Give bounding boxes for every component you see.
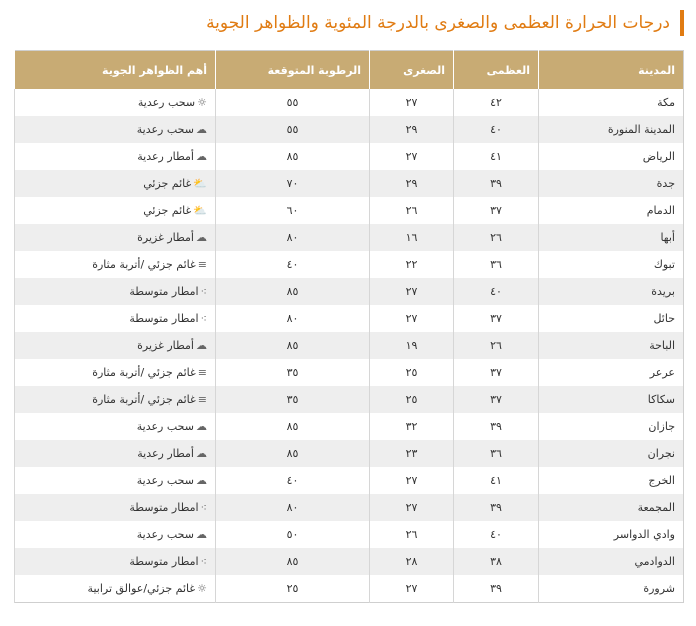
header-humidity: الرطوبة المتوقعة <box>216 51 370 90</box>
phenomena-cell <box>15 89 216 116</box>
city-cell: نجران <box>539 440 684 467</box>
table-row <box>15 575 684 603</box>
max-cell: ٤٠ <box>454 116 539 143</box>
max-cell: ٢٦ <box>454 332 539 359</box>
humidity-cell: ٨٥ <box>216 278 370 305</box>
phenomena-cell <box>15 467 216 494</box>
max-cell: ٣٩ <box>454 170 539 197</box>
min-cell: ١٦ <box>370 224 454 251</box>
max-cell: ٣٧ <box>454 359 539 386</box>
phenomena-label: سحب رعدية <box>137 96 196 109</box>
min-cell: ٢٦ <box>370 521 454 548</box>
phenomena-cell <box>15 413 216 440</box>
humidity-cell: ٨٥ <box>216 548 370 575</box>
city-cell: الرياض <box>539 143 684 170</box>
table-row <box>15 386 684 413</box>
city-cell: الباحة <box>539 332 684 359</box>
phenomena-cell <box>15 143 216 170</box>
phenomena-cell <box>15 359 216 386</box>
phenomena-label: امطار متوسطة <box>129 312 199 325</box>
city-cell: جازان <box>539 413 684 440</box>
min-cell: ٢٨ <box>370 548 454 575</box>
table-row <box>15 224 684 251</box>
min-cell: ٢٩ <box>370 170 454 197</box>
humidity-cell: ٣٥ <box>216 359 370 386</box>
haze-icon: ☼ <box>197 582 207 595</box>
city-cell: تبوك <box>539 251 684 278</box>
phenomena-cell <box>15 224 216 251</box>
min-cell: ٢٥ <box>370 386 454 413</box>
humidity-cell: ٥٥ <box>216 89 370 116</box>
city-cell: المجمعة <box>539 494 684 521</box>
min-cell: ٢٧ <box>370 143 454 170</box>
page-title: درجات الحرارة العظمى والصغرى بالدرجة المئوية والظواهر الجوية <box>206 10 684 36</box>
table-row <box>15 548 684 575</box>
max-cell: ٢٦ <box>454 224 539 251</box>
drizzle-icon: ⁖ <box>200 312 207 325</box>
table-row <box>15 170 684 197</box>
dust-icon: ≡ <box>197 366 207 379</box>
phenomena-cell <box>15 332 216 359</box>
rain-cloud-icon: ☁ <box>196 339 207 352</box>
humidity-cell: ٨٥ <box>216 143 370 170</box>
min-cell: ٢٧ <box>370 575 454 603</box>
max-cell: ٣٩ <box>454 494 539 521</box>
header-max: العظمى <box>454 51 539 90</box>
partly-cloudy-icon: ⛅ <box>193 177 207 190</box>
humidity-cell: ٣٥ <box>216 386 370 413</box>
min-cell: ٣٢ <box>370 413 454 440</box>
humidity-cell: ٦٠ <box>216 197 370 224</box>
max-cell: ٤٠ <box>454 278 539 305</box>
weather-table <box>14 50 684 603</box>
drizzle-icon: ⁖ <box>200 555 207 568</box>
table-row <box>15 467 684 494</box>
city-cell: حائل <box>539 305 684 332</box>
table-row <box>15 521 684 548</box>
table-row <box>15 278 684 305</box>
table-row <box>15 305 684 332</box>
drizzle-icon: ⁖ <box>200 501 207 514</box>
city-cell: المدينة المنورة <box>539 116 684 143</box>
min-cell: ٢٧ <box>370 89 454 116</box>
phenomena-label: غائم جزئي /أتربة مثارة <box>92 393 196 406</box>
phenomena-cell <box>15 521 216 548</box>
thunder-rain-icon: ☁ <box>196 150 207 163</box>
dust-icon: ≡ <box>197 393 207 406</box>
city-cell: الدوادمي <box>539 548 684 575</box>
thunder-cloud-icon: ☁ <box>196 123 207 136</box>
min-cell: ٢٥ <box>370 359 454 386</box>
max-cell: ٣٩ <box>454 575 539 603</box>
humidity-cell: ٥٥ <box>216 116 370 143</box>
max-cell: ٣٧ <box>454 386 539 413</box>
table-row <box>15 359 684 386</box>
header-min: الصغرى <box>370 51 454 90</box>
phenomena-label: أمطار رعدية <box>137 150 194 163</box>
min-cell: ٢٩ <box>370 116 454 143</box>
city-cell: جدة <box>539 170 684 197</box>
max-cell: ٣٧ <box>454 197 539 224</box>
min-cell: ٢٧ <box>370 494 454 521</box>
phenomena-label: امطار متوسطة <box>129 285 199 298</box>
city-cell: شرورة <box>539 575 684 603</box>
thunder-rain-icon: ☁ <box>196 447 207 460</box>
humidity-cell: ٨٥ <box>216 440 370 467</box>
phenomena-label: غائم جزئي <box>143 177 192 190</box>
min-cell: ١٩ <box>370 332 454 359</box>
phenomena-cell <box>15 278 216 305</box>
sun-icon: ☼ <box>197 96 207 109</box>
phenomena-label: غائم جزئي /أتربة مثارة <box>92 366 196 379</box>
humidity-cell: ٨٥ <box>216 332 370 359</box>
humidity-cell: ٤٠ <box>216 467 370 494</box>
city-cell: عرعر <box>539 359 684 386</box>
phenomena-label: سحب رعدية <box>136 474 194 487</box>
phenomena-cell <box>15 170 216 197</box>
phenomena-label: أمطار رعدية <box>137 447 194 460</box>
phenomena-label: امطار متوسطة <box>129 501 199 514</box>
city-cell: أبها <box>539 224 684 251</box>
phenomena-cell <box>15 386 216 413</box>
min-cell: ٢٦ <box>370 197 454 224</box>
max-cell: ٣٦ <box>454 251 539 278</box>
thunder-cloud-icon: ☁ <box>196 474 207 487</box>
min-cell: ٢٧ <box>370 278 454 305</box>
header-city: المدينة <box>539 51 684 90</box>
max-cell: ٤٠ <box>454 521 539 548</box>
phenomena-cell <box>15 440 216 467</box>
rain-cloud-icon: ☁ <box>196 231 207 244</box>
phenomena-cell <box>15 197 216 224</box>
city-cell: مكة <box>539 89 684 116</box>
humidity-cell: ٥٠ <box>216 521 370 548</box>
table-row <box>15 116 684 143</box>
phenomena-label: أمطار غزيرة <box>137 231 194 244</box>
max-cell: ٣٧ <box>454 305 539 332</box>
table-header <box>15 51 684 90</box>
max-cell: ٣٨ <box>454 548 539 575</box>
phenomena-cell <box>15 494 216 521</box>
phenomena-label: سحب رعدية <box>136 528 194 541</box>
phenomena-cell <box>15 116 216 143</box>
header-phenomena: أهم الظواهر الجوية <box>15 51 216 90</box>
drizzle-icon: ⁖ <box>200 285 207 298</box>
phenomena-label: سحب رعدية <box>136 123 194 136</box>
phenomena-cell <box>15 251 216 278</box>
humidity-cell: ٨٠ <box>216 224 370 251</box>
city-cell: الخرج <box>539 467 684 494</box>
phenomena-label: سحب رعدية <box>136 420 194 433</box>
phenomena-cell <box>15 548 216 575</box>
max-cell: ٤١ <box>454 143 539 170</box>
max-cell: ٤١ <box>454 467 539 494</box>
humidity-cell: ٢٥ <box>216 575 370 603</box>
city-cell: الدمام <box>539 197 684 224</box>
table-row <box>15 197 684 224</box>
phenomena-label: غائم جزئي /أتربة مثارة <box>92 258 196 271</box>
thunder-cloud-icon: ☁ <box>196 528 207 541</box>
humidity-cell: ٧٠ <box>216 170 370 197</box>
phenomena-cell <box>15 305 216 332</box>
table-row <box>15 440 684 467</box>
phenomena-cell <box>15 575 216 603</box>
partly-cloudy-icon: ⛅ <box>193 204 207 217</box>
dust-icon: ≡ <box>197 258 207 271</box>
table-row <box>15 143 684 170</box>
humidity-cell: ٨٠ <box>216 494 370 521</box>
table-row <box>15 89 684 116</box>
humidity-cell: ٨٥ <box>216 413 370 440</box>
min-cell: ٢٣ <box>370 440 454 467</box>
humidity-cell: ٤٠ <box>216 251 370 278</box>
phenomena-label: امطار متوسطة <box>129 555 199 568</box>
city-cell: بريدة <box>539 278 684 305</box>
phenomena-label: أمطار غزيرة <box>137 339 194 352</box>
humidity-cell: ٨٠ <box>216 305 370 332</box>
min-cell: ٢٧ <box>370 305 454 332</box>
city-cell: سكاكا <box>539 386 684 413</box>
table-row <box>15 494 684 521</box>
table-row <box>15 251 684 278</box>
phenomena-label: غائم جزئي <box>143 204 192 217</box>
max-cell: ٤٢ <box>454 89 539 116</box>
table-row <box>15 332 684 359</box>
table-row <box>15 413 684 440</box>
min-cell: ٢٧ <box>370 467 454 494</box>
max-cell: ٣٦ <box>454 440 539 467</box>
thunder-cloud-icon: ☁ <box>196 420 207 433</box>
min-cell: ٢٢ <box>370 251 454 278</box>
phenomena-label: غائم جزئي/عوالق ترابية <box>87 582 196 595</box>
max-cell: ٣٩ <box>454 413 539 440</box>
city-cell: وادي الدواسر <box>539 521 684 548</box>
